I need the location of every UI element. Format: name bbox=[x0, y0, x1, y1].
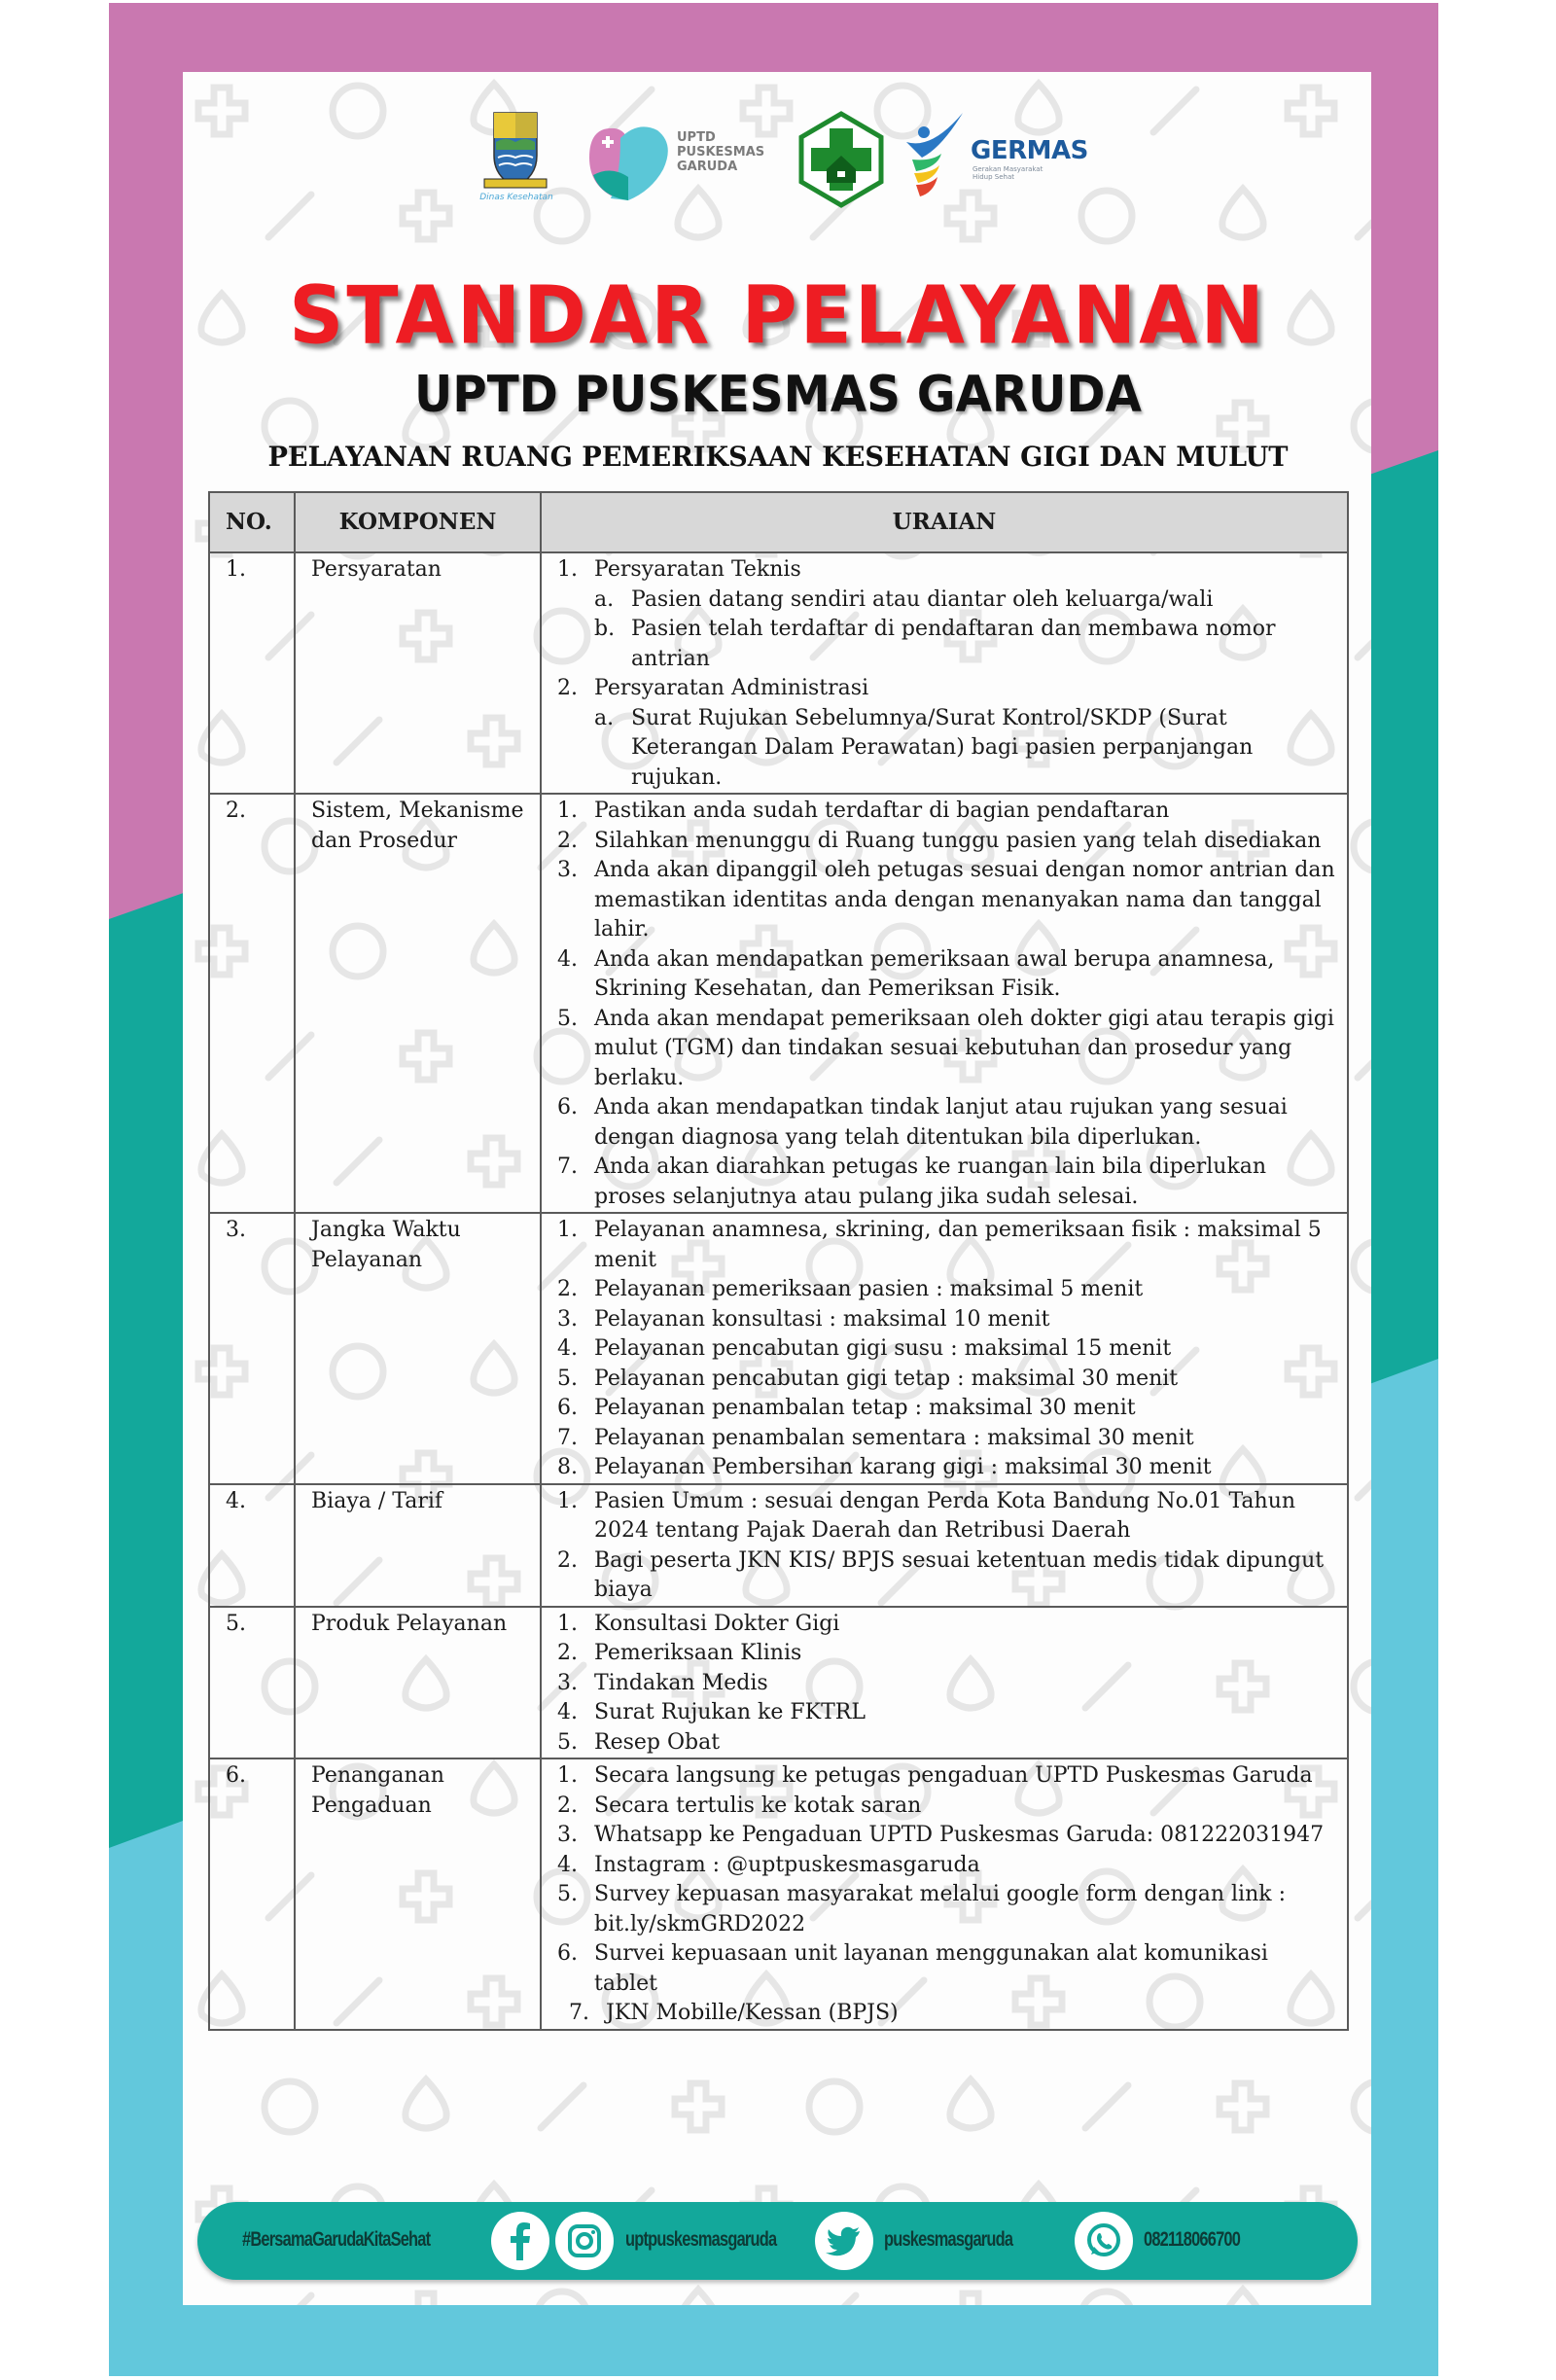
uraian-item bbox=[549, 945, 1337, 1005]
uraian-item bbox=[549, 1761, 1337, 1792]
uraian-subitem bbox=[594, 704, 1337, 794]
uraian-item bbox=[549, 1851, 1337, 1881]
item-text: Pelayanan konsultasi : maksimal 10 menit bbox=[594, 1306, 1050, 1332]
facebook-icon[interactable] bbox=[491, 2212, 549, 2270]
uraian-item bbox=[549, 1880, 1337, 1939]
bandung-crest-icon bbox=[467, 107, 564, 195]
table-row bbox=[209, 1213, 1348, 1484]
uraian-item bbox=[549, 1698, 1337, 1728]
pattern-cross-icon bbox=[947, 2293, 994, 2305]
item-number: 4. bbox=[557, 1336, 578, 1361]
item-text: Anda akan mendapat pemeriksaan oleh dokter gigi atau terapis gigi mulut (TGM) dan tindakan sesuai kebutuhan dan prosedur yang berlaku. bbox=[594, 1006, 1334, 1090]
poster-title: STANDAR PELAYANAN bbox=[289, 269, 1267, 363]
uraian-cell bbox=[541, 1607, 1348, 1759]
pattern-cross-icon bbox=[198, 88, 245, 134]
item-number: 5. bbox=[557, 1729, 578, 1755]
item-number: 1. bbox=[557, 1488, 578, 1513]
instagram-icon[interactable] bbox=[555, 2212, 614, 2270]
item-number: 7. bbox=[557, 1425, 578, 1450]
item-text: Pelayanan anamnesa, skrining, dan pemeriksaan fisik : maksimal 5 menit bbox=[594, 1218, 1322, 1272]
item-text: Secara tertulis ke kotak saran bbox=[594, 1793, 922, 1818]
row-number: 6. bbox=[209, 1758, 295, 2030]
item-text: Bagi peserta JKN KIS/ BPJS sesuai ketentuan medis tidak dipungut biaya bbox=[594, 1547, 1325, 1602]
puskesmas-garuda-logo bbox=[582, 119, 786, 206]
item-text: Pelayanan penambalan sementara : maksimal 30 menit bbox=[594, 1425, 1194, 1450]
pattern-syringe-icon bbox=[1358, 2295, 1371, 2305]
table-row bbox=[209, 1484, 1348, 1607]
twitter-handle[interactable]: puskesmasgaruda bbox=[884, 2228, 1013, 2251]
item-number: 5. bbox=[557, 1006, 578, 1031]
row-number: 2. bbox=[209, 794, 295, 1213]
uraian-cell bbox=[541, 552, 1348, 794]
item-text: Surat Rujukan ke FKTRL bbox=[594, 1700, 866, 1724]
item-number: 3. bbox=[557, 858, 578, 882]
uraian-item bbox=[549, 1365, 1337, 1395]
item-number: 2. bbox=[557, 1793, 578, 1818]
pattern-syringe-icon bbox=[1358, 1035, 1371, 1078]
pattern-syringe-icon bbox=[268, 195, 311, 237]
whatsapp-number[interactable]: 082118066700 bbox=[1144, 2228, 1241, 2251]
uraian-item bbox=[549, 1153, 1337, 1212]
item-text: Survei kepuasaan unit layanan menggunakan alat komunikasi tablet bbox=[594, 1941, 1268, 1996]
uraian-cell bbox=[541, 1758, 1348, 2030]
pattern-syringe-icon bbox=[1358, 1455, 1371, 1498]
health-cross-icon bbox=[797, 111, 885, 208]
subitem-text: Pasien telah terdaftar di pendaftaran dan membawa nomor antrian bbox=[631, 617, 1276, 671]
item-number: 1. bbox=[557, 799, 578, 823]
item-number: 1. bbox=[557, 1611, 578, 1636]
komponen-cell: Jangka Waktu Pelayanan bbox=[295, 1213, 541, 1484]
uraian-item bbox=[549, 1275, 1337, 1305]
logo-row bbox=[467, 107, 1148, 214]
uraian-item bbox=[549, 1216, 1337, 1275]
pattern-cross-icon bbox=[675, 2083, 722, 2130]
heart-hands-icon bbox=[582, 119, 675, 202]
service-standard-table bbox=[208, 491, 1349, 2031]
pattern-cross-icon bbox=[403, 193, 449, 239]
item-number: 7. bbox=[557, 1154, 578, 1179]
column-header-no: NO. bbox=[209, 492, 295, 552]
item-number: 6. bbox=[557, 1396, 578, 1420]
uraian-item bbox=[549, 1453, 1337, 1483]
table-row bbox=[209, 552, 1348, 794]
twitter-icon[interactable] bbox=[815, 2212, 873, 2270]
item-number: 1. bbox=[557, 1763, 578, 1788]
subitem-letter: a. bbox=[594, 705, 615, 730]
item-text: Pemeriksaan Klinis bbox=[594, 1641, 802, 1665]
pattern-syringe-icon bbox=[1085, 2085, 1128, 2128]
item-number: 1. bbox=[557, 557, 578, 582]
komponen-cell: Sistem, Mekanisme dan Prosedur bbox=[295, 794, 541, 1213]
uraian-item bbox=[549, 1424, 1337, 1454]
item-number: 3. bbox=[557, 1823, 578, 1847]
subitem-text: Pasien datang sendiri atau diantar oleh keluarga/wali bbox=[631, 586, 1214, 612]
item-number: 3. bbox=[557, 1306, 578, 1332]
pattern-circle-icon bbox=[1354, 2081, 1371, 2132]
social-footer-bar bbox=[197, 2202, 1358, 2280]
row-number: 3. bbox=[209, 1213, 295, 1484]
item-text: Anda akan mendapatkan pemeriksaan awal berupa anamnesa, Skrining Kesehatan, dan Pemeriksan Fisik. bbox=[594, 946, 1275, 1001]
column-header-uraian: URAIAN bbox=[541, 492, 1348, 552]
pattern-syringe-icon bbox=[1358, 615, 1371, 657]
item-number: 7. bbox=[569, 2001, 589, 2025]
pattern-syringe-icon bbox=[1358, 1875, 1371, 1918]
poster-subtitle: UPTD PUSKESMAS GARUDA bbox=[414, 366, 1142, 424]
table-row bbox=[209, 1758, 1348, 2030]
komponen-cell: Penanganan Pengaduan bbox=[295, 1758, 541, 2030]
uraian-subitem bbox=[594, 586, 1337, 616]
komponen-cell: Produk Pelayanan bbox=[295, 1607, 541, 1759]
uraian-cell bbox=[541, 794, 1348, 1213]
germas-logo bbox=[902, 107, 1097, 204]
item-number: 2. bbox=[557, 1641, 578, 1665]
item-text: JKN Mobille/Kessan (BPJS) bbox=[606, 2001, 899, 2025]
item-text: Persyaratan Teknis bbox=[594, 557, 801, 582]
komponen-cell: Persyaratan bbox=[295, 552, 541, 794]
subitem-letter: a. bbox=[594, 586, 615, 612]
uraian-item bbox=[549, 555, 1337, 674]
komponen-cell: Biaya / Tarif bbox=[295, 1484, 541, 1607]
kemenkes-logo bbox=[797, 111, 885, 208]
uraian-item bbox=[549, 1669, 1337, 1699]
item-number: 4. bbox=[557, 1852, 578, 1877]
pattern-circle-icon bbox=[1081, 2291, 1132, 2305]
pattern-circle-icon bbox=[1354, 821, 1371, 871]
pattern-syringe-icon bbox=[1153, 89, 1196, 132]
table-header-row bbox=[209, 492, 1348, 552]
pattern-drop-icon bbox=[678, 2290, 719, 2305]
item-text: Tindakan Medis bbox=[594, 1670, 768, 1695]
pattern-cross-icon bbox=[403, 2293, 449, 2305]
uraian-subitem bbox=[594, 615, 1337, 674]
pattern-drop-icon bbox=[406, 2079, 446, 2128]
item-text: Pelayanan penambalan tetap : maksimal 30 menit bbox=[594, 1396, 1136, 1420]
row-number: 1. bbox=[209, 552, 295, 794]
item-number: 5. bbox=[557, 1366, 578, 1391]
item-number: 4. bbox=[557, 1700, 578, 1724]
pattern-circle-icon bbox=[1354, 1661, 1371, 1712]
pattern-circle-icon bbox=[537, 2291, 587, 2305]
pattern-circle-icon bbox=[333, 86, 383, 136]
pattern-drop-icon bbox=[950, 2079, 991, 2128]
pattern-circle-icon bbox=[265, 2081, 315, 2132]
uraian-item bbox=[549, 1728, 1337, 1758]
item-number: 4. bbox=[557, 946, 578, 972]
germas-tagline: Gerakan Masyarakat Hidup Sehat bbox=[972, 165, 1043, 181]
item-text: Persyaratan Administrasi bbox=[594, 676, 869, 700]
column-header-komponen: KOMPONEN bbox=[295, 492, 541, 552]
item-text: Pasien Umum : sesuai dengan Perda Kota Bandung No.01 Tahun 2024 tentang Pajak Daerah dan Retribusi Daerah bbox=[594, 1488, 1296, 1543]
item-number: 2. bbox=[557, 676, 578, 700]
whatsapp-icon[interactable] bbox=[1075, 2212, 1133, 2270]
uraian-cell bbox=[541, 1484, 1348, 1607]
footer-hashtag: #BersamaGarudaKitaSehat bbox=[242, 2228, 431, 2251]
pattern-drop-icon bbox=[1222, 189, 1263, 237]
uraian-item bbox=[549, 856, 1337, 945]
pattern-circle-icon bbox=[809, 2081, 860, 2132]
pattern-syringe-icon bbox=[268, 2295, 311, 2305]
instagram-handle[interactable]: uptpuskesmasgaruda bbox=[625, 2228, 777, 2251]
item-text: Secara langsung ke petugas pengaduan UPTD Puskesmas Garuda bbox=[594, 1763, 1313, 1788]
dinas-caption: Dinas Kesehatan bbox=[479, 193, 553, 202]
item-text: Anda akan diarahkan petugas ke ruangan lain bila diperlukan proses selanjutnya atau pulang jika sudah selesai. bbox=[594, 1154, 1267, 1209]
uraian-item bbox=[549, 1487, 1337, 1546]
subitem-letter: b. bbox=[594, 617, 616, 641]
item-number: 3. bbox=[557, 1670, 578, 1695]
uraian-item bbox=[549, 797, 1337, 827]
pattern-circle-icon bbox=[1354, 1241, 1371, 1292]
uraian-item bbox=[549, 1792, 1337, 1822]
service-title: PELAYANAN RUANG PEMERIKSAAN KESEHATAN GIGI DAN MULUT bbox=[267, 441, 1289, 473]
item-text: Pastikan anda sudah terdaftar di bagian pendaftaran bbox=[594, 799, 1170, 823]
item-text: Survey kepuasan masyarakat melalui google form dengan link : bit.ly/skmGRD2022 bbox=[594, 1882, 1286, 1936]
pattern-cross-icon bbox=[1220, 2083, 1266, 2130]
row-number: 4. bbox=[209, 1484, 295, 1607]
item-text: Pelayanan Pembersihan karang gigi : maksimal 30 menit bbox=[594, 1455, 1212, 1479]
item-number: 6. bbox=[557, 1941, 578, 1966]
pattern-syringe-icon bbox=[813, 2295, 856, 2305]
table-row bbox=[209, 1607, 1348, 1759]
pattern-syringe-icon bbox=[541, 2085, 584, 2128]
item-text: Konsultasi Dokter Gigi bbox=[594, 1611, 840, 1636]
item-number: 6. bbox=[557, 1095, 578, 1119]
item-text: Pelayanan pencabutan gigi tetap : maksimal 30 menit bbox=[594, 1366, 1179, 1391]
pattern-cross-icon bbox=[1288, 88, 1334, 134]
item-text: Silahkan menunggu di Ruang tunggu pasien yang telah disediakan bbox=[594, 828, 1322, 853]
uraian-item bbox=[549, 1999, 1337, 2029]
uraian-item bbox=[549, 1821, 1337, 1851]
item-number: 1. bbox=[557, 1218, 578, 1242]
germas-figure-icon bbox=[902, 107, 971, 204]
uraian-cell bbox=[541, 1213, 1348, 1484]
germas-wordmark: GERMAS bbox=[971, 136, 1088, 165]
puskesmas-logo-name: UPTD PUSKESMAS GARUDA bbox=[677, 130, 765, 174]
uraian-item bbox=[549, 1093, 1337, 1153]
item-text: Resep Obat bbox=[594, 1729, 721, 1755]
item-number: 2. bbox=[557, 828, 578, 853]
pattern-drop-icon bbox=[1222, 2290, 1263, 2305]
uraian-item bbox=[549, 674, 1337, 793]
uraian-item bbox=[549, 1305, 1337, 1335]
item-text: Pelayanan pencabutan gigi susu : maksimal 15 menit bbox=[594, 1336, 1172, 1361]
uraian-item bbox=[549, 1639, 1337, 1669]
item-text: Instagram : @uptpuskesmasgaruda bbox=[594, 1852, 980, 1877]
uraian-item bbox=[549, 1546, 1337, 1606]
item-text: Anda akan mendapatkan tindak lanjut atau rujukan yang sesuai dengan diagnosa yang telah ditentukan bila diperlukan. bbox=[594, 1095, 1288, 1150]
uraian-item bbox=[549, 827, 1337, 857]
uraian-item bbox=[549, 1610, 1337, 1640]
uraian-item bbox=[549, 1939, 1337, 1999]
uraian-item bbox=[549, 1394, 1337, 1424]
item-text: Pelayanan pemeriksaan pasien : maksimal 5 menit bbox=[594, 1277, 1144, 1301]
item-number: 5. bbox=[557, 1882, 578, 1906]
item-text: Whatsapp ke Pengaduan UPTD Puskesmas Garuda: 081222031947 bbox=[594, 1823, 1325, 1847]
subitem-text: Surat Rujukan Sebelumnya/Surat Kontrol/SKDP (Surat Keterangan Dalam Perawatan) bagi pasien perpanjangan rujukan. bbox=[631, 705, 1254, 790]
table-row bbox=[209, 794, 1348, 1213]
item-number: 2. bbox=[557, 1277, 578, 1301]
pattern-syringe-icon bbox=[1358, 195, 1371, 237]
dinas-kesehatan-logo bbox=[467, 107, 564, 214]
uraian-item bbox=[549, 1005, 1337, 1094]
item-number: 8. bbox=[557, 1455, 578, 1479]
item-number: 2. bbox=[557, 1547, 578, 1573]
item-text: Anda akan dipanggil oleh petugas sesuai dengan nomor antrian dan memastikan identitas anda dengan menanyakan nama dan tanggal lahir. bbox=[594, 858, 1335, 941]
uraian-item bbox=[549, 1334, 1337, 1365]
row-number: 5. bbox=[209, 1607, 295, 1759]
